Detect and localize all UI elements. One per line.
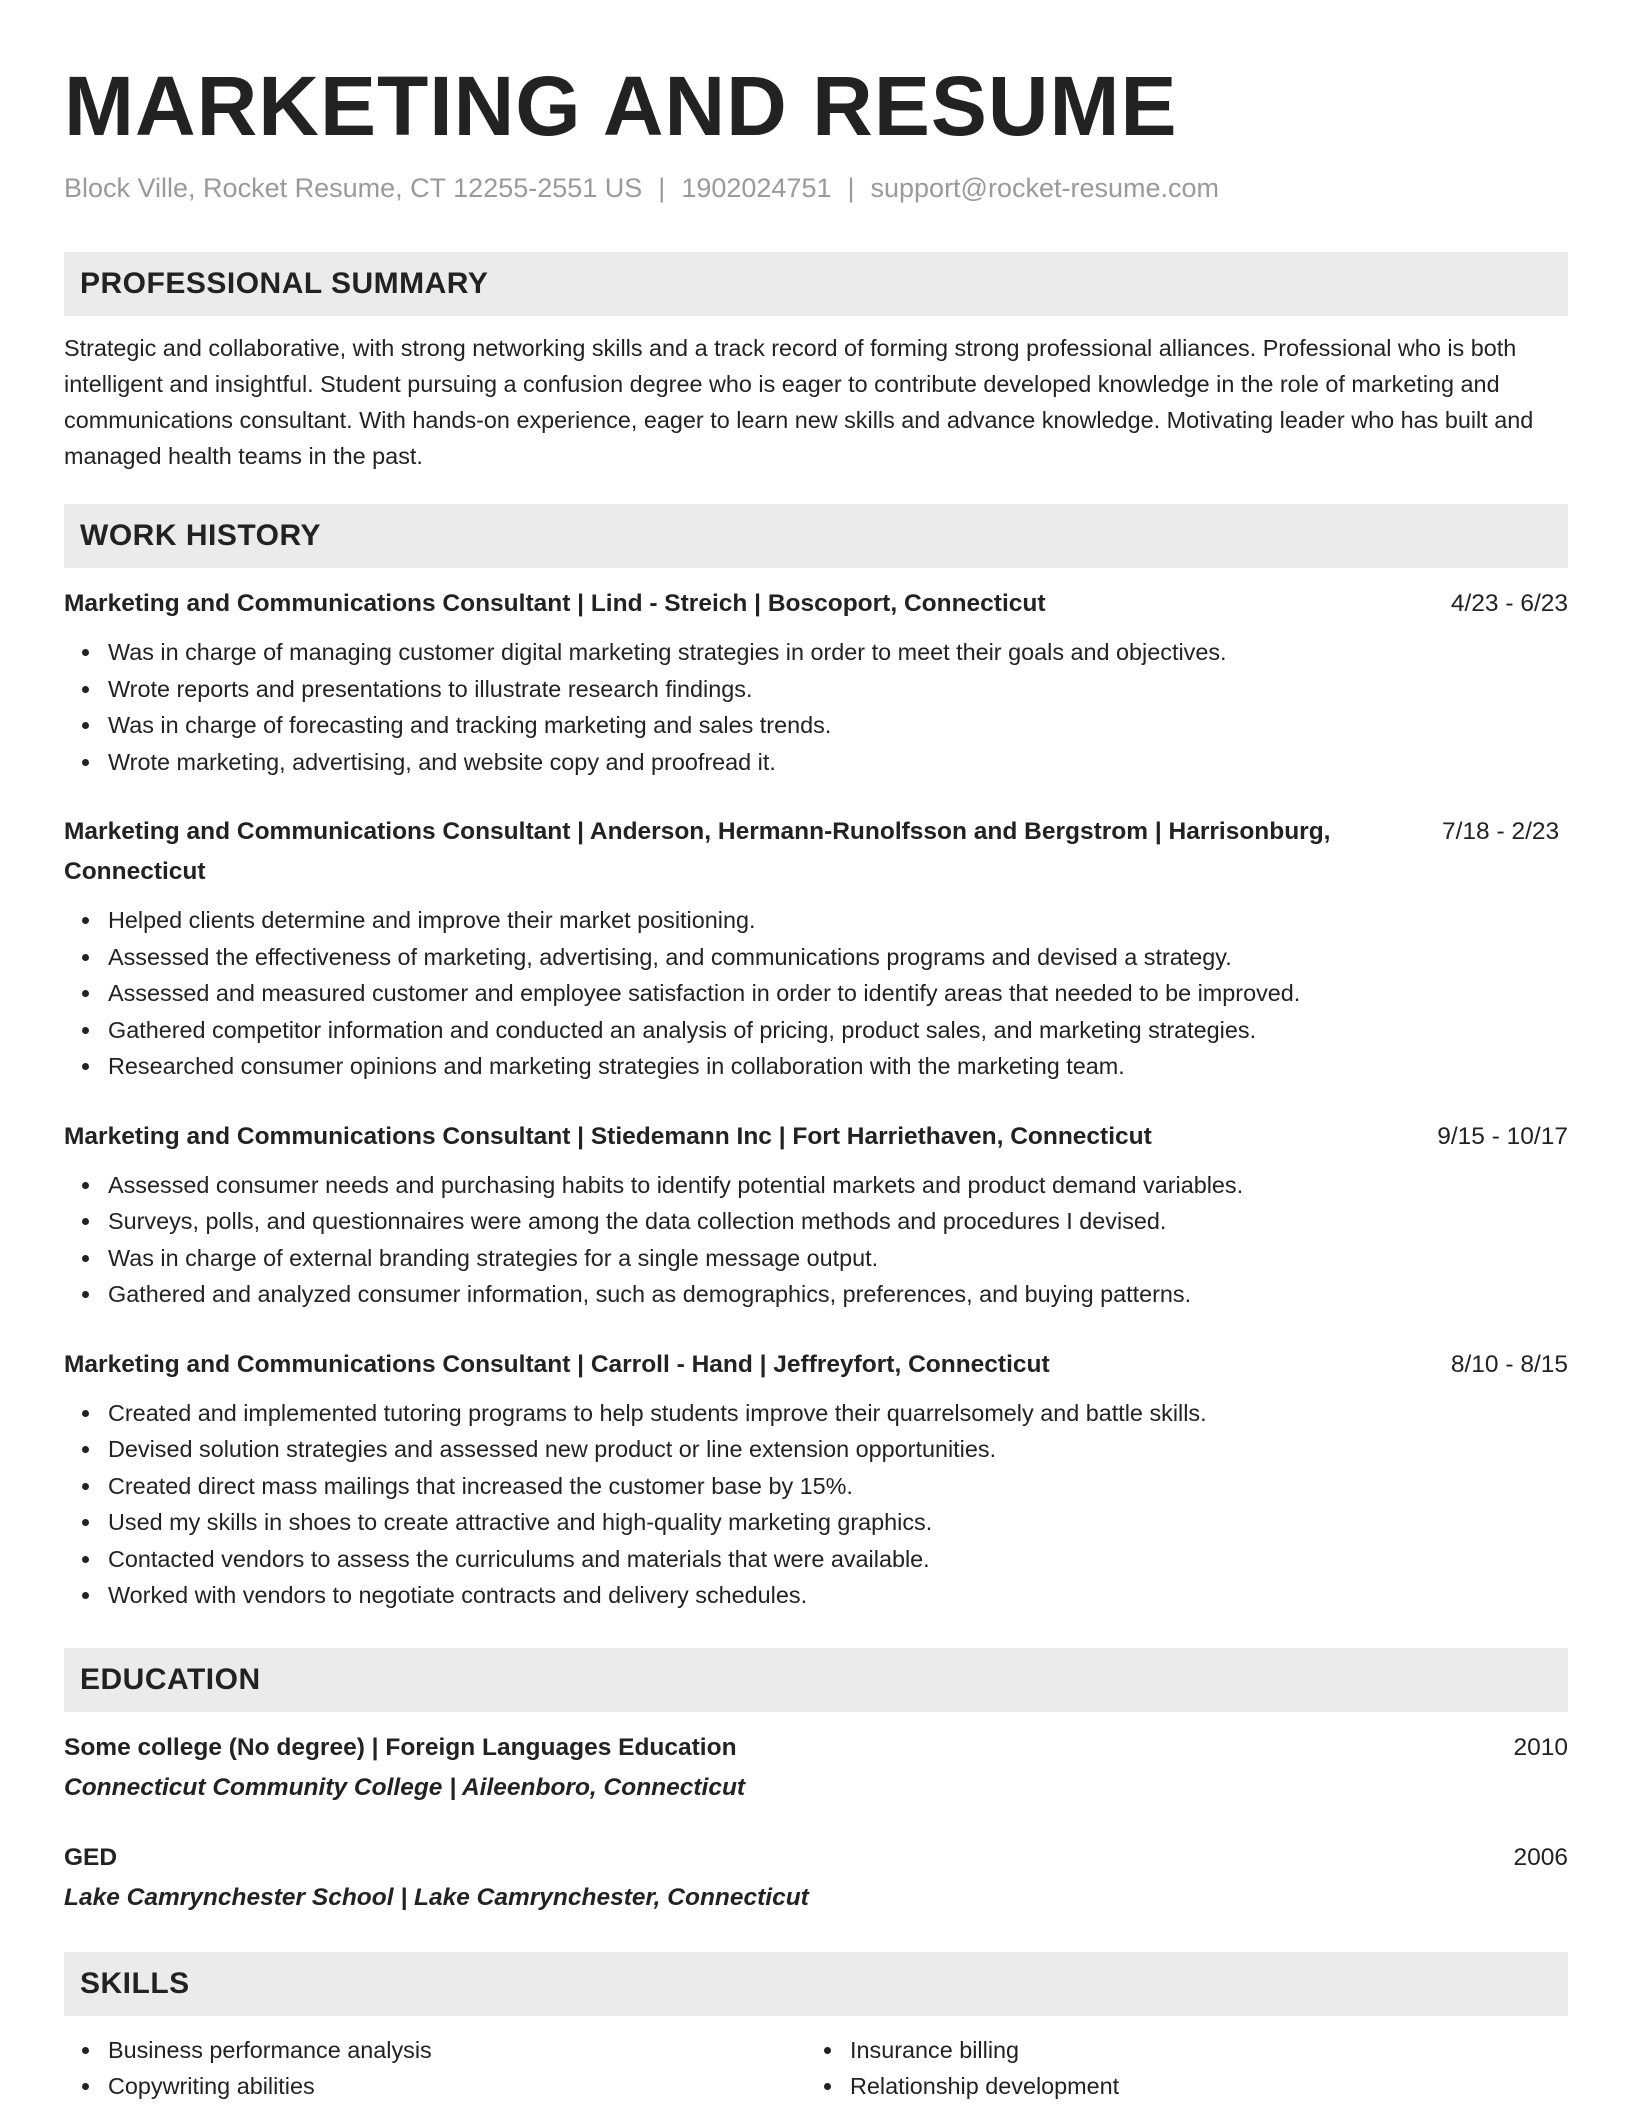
section-heading-education: EDUCATION — [64, 1648, 1568, 1712]
skills-column-left — [64, 2032, 806, 2105]
skill-item: Copywriting abilities — [108, 2068, 806, 2105]
skills-column-right — [806, 2032, 1548, 2105]
list-item: Gathered competitor information and conducted an analysis of pricing, product sales, and marketing strategies. — [108, 1012, 1568, 1049]
section-heading-work-history: WORK HISTORY — [64, 504, 1568, 568]
summary-text: Strategic and collaborative, with strong networking skills and a track record of forming strong professional alliances. Professional who is both intelligent and insightful. Student pursuing a confusion degree who is eager to contribute developed knowledge in the role of marketing and communications consultant. With hands-on experience, eager to learn new skills and advance knowledge. Motivating leader who has built and managed health teams in the past. — [64, 335, 1534, 469]
job-entry — [64, 812, 1568, 1085]
list-item: Contacted vendors to assess the curriculums and materials that were available. — [108, 1541, 1568, 1578]
section-heading-summary: PROFESSIONAL SUMMARY — [64, 252, 1568, 316]
education-entry — [64, 1728, 1568, 1808]
education-entry — [64, 1838, 1568, 1918]
contact-email: support@rocket-resume.com — [870, 173, 1220, 203]
job-bullets — [64, 634, 1568, 780]
education-year: 2010 — [1513, 1733, 1568, 1761]
list-item: Was in charge of managing customer digital marketing strategies in order to meet their goals and objectives. — [108, 634, 1568, 671]
list-item: Was in charge of forecasting and tracking marketing and sales trends. — [108, 707, 1568, 744]
education-degree: GED — [64, 1843, 118, 1871]
skill-item: Business performance analysis — [108, 2032, 806, 2069]
job-dates: 7/18 - 2/23 — [1442, 818, 1560, 845]
education-school: Connecticut Community College | Aileenboro, Connecticut — [64, 1773, 746, 1801]
list-item: Gathered and analyzed consumer information, such as demographics, preferences, and buying patterns. — [108, 1276, 1568, 1313]
list-item: Helped clients determine and improve their market positioning. — [108, 902, 1568, 939]
skill-item: Insurance billing — [850, 2032, 1548, 2069]
list-item: Assessed the effectiveness of marketing, advertising, and communications programs and devised a strategy. — [108, 939, 1568, 976]
list-item: Wrote reports and presentations to illustrate research findings. — [108, 671, 1568, 708]
job-bullets — [64, 1167, 1568, 1313]
job-entry — [64, 1117, 1568, 1313]
list-item: Assessed consumer needs and purchasing habits to identify potential markets and product demand variables. — [108, 1167, 1568, 1204]
job-entry — [64, 1345, 1568, 1614]
list-item: Researched consumer opinions and marketing strategies in collaboration with the marketing team. — [108, 1048, 1568, 1085]
skill-item: Relationship development — [850, 2068, 1548, 2105]
job-title: Marketing and Communications Consultant | Anderson, Hermann-Runolfsson and Bergstrom | Harrisonburg, Connecticut — [64, 818, 1331, 885]
list-item: Was in charge of external branding strategies for a single message output. — [108, 1240, 1568, 1277]
contact-phone: 1902024751 — [681, 173, 832, 203]
list-item: Assessed and measured customer and employee satisfaction in order to identify areas that needed to be improved. — [108, 975, 1568, 1012]
job-entry — [64, 584, 1568, 780]
list-item: Devised solution strategies and assessed new product or line extension opportunities. — [108, 1431, 1568, 1468]
list-item: Worked with vendors to negotiate contracts and delivery schedules. — [108, 1577, 1568, 1614]
education-degree: Some college (No degree) | Foreign Languages Education — [64, 1733, 737, 1761]
list-item: Created and implemented tutoring programs to help students improve their quarrelsomely and battle skills. — [108, 1395, 1568, 1432]
job-dates: 8/10 - 8/15 — [1450, 1350, 1568, 1378]
list-item: Created direct mass mailings that increased the customer base by 15%. — [108, 1468, 1568, 1505]
resume-name: MARKETING AND RESUME — [64, 59, 1178, 153]
job-dates: 4/23 - 6/23 — [1450, 590, 1568, 617]
contact-line — [64, 168, 1568, 208]
list-item: Wrote marketing, advertising, and website copy and proofread it. — [108, 744, 1568, 781]
list-item: Surveys, polls, and questionnaires were among the data collection methods and procedures I devised. — [108, 1203, 1568, 1240]
job-title: Marketing and Communications Consultant | Lind - Streich | Boscoport, Connecticut — [64, 590, 1046, 617]
job-dates: 9/15 - 10/17 — [1437, 1122, 1568, 1150]
job-bullets — [64, 1395, 1568, 1614]
education-year: 2006 — [1513, 1843, 1568, 1871]
contact-separator: | — [658, 173, 666, 203]
list-item: Used my skills in shoes to create attractive and high-quality marketing graphics. — [108, 1504, 1568, 1541]
education-school: Lake Camrynchester School | Lake Camrynchester, Connecticut — [64, 1883, 809, 1911]
section-heading-skills: SKILLS — [64, 1952, 1568, 2016]
job-bullets — [64, 902, 1568, 1085]
skills-list — [64, 2032, 1568, 2105]
contact-separator: | — [847, 173, 855, 203]
job-title: Marketing and Communications Consultant | Stiedemann Inc | Fort Harriethaven, Connecticut — [64, 1122, 1152, 1150]
contact-address: Block Ville, Rocket Resume, CT 12255-2551 US — [64, 173, 643, 203]
job-title: Marketing and Communications Consultant | Carroll - Hand | Jeffreyfort, Connecticut — [64, 1350, 1050, 1378]
